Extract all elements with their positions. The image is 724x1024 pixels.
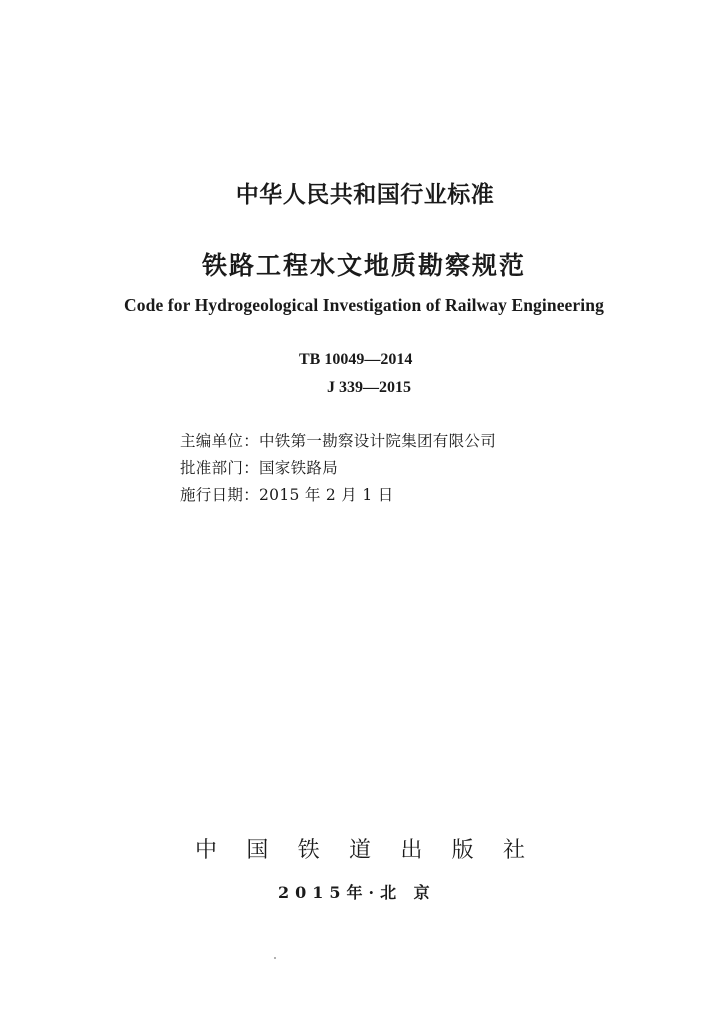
publisher-char: 社 xyxy=(502,838,525,863)
publisher-char: 道 xyxy=(348,838,371,863)
publisher-char: 中 xyxy=(195,838,218,863)
scan-speck xyxy=(274,957,276,959)
publisher-char: 铁 xyxy=(297,838,320,863)
imprint-year-place: 2015年·北 京 xyxy=(278,883,436,902)
chief-editor-unit: 主编单位：中铁第一勘察设计院集团有限公司 xyxy=(180,432,497,450)
effective-date: 施行日期：2015 年 2 月 1 日 xyxy=(180,486,394,504)
publisher-char: 国 xyxy=(246,838,269,863)
standard-category: 中华人民共和国行业标准 xyxy=(235,182,495,208)
standard-code-j: J 339—2015 xyxy=(327,379,411,396)
approving-department: 批准部门：国家铁路局 xyxy=(180,459,339,477)
publisher-char: 版 xyxy=(451,838,474,863)
publisher-name xyxy=(195,833,525,864)
title-chinese: 铁路工程水文地质勘察规范 xyxy=(201,251,526,280)
publisher-char: 出 xyxy=(400,838,423,863)
title-english: Code for Hydrogeological Investigation of Railway Engineering xyxy=(124,295,604,315)
standard-code-tb: TB 10049—2014 xyxy=(299,351,413,368)
